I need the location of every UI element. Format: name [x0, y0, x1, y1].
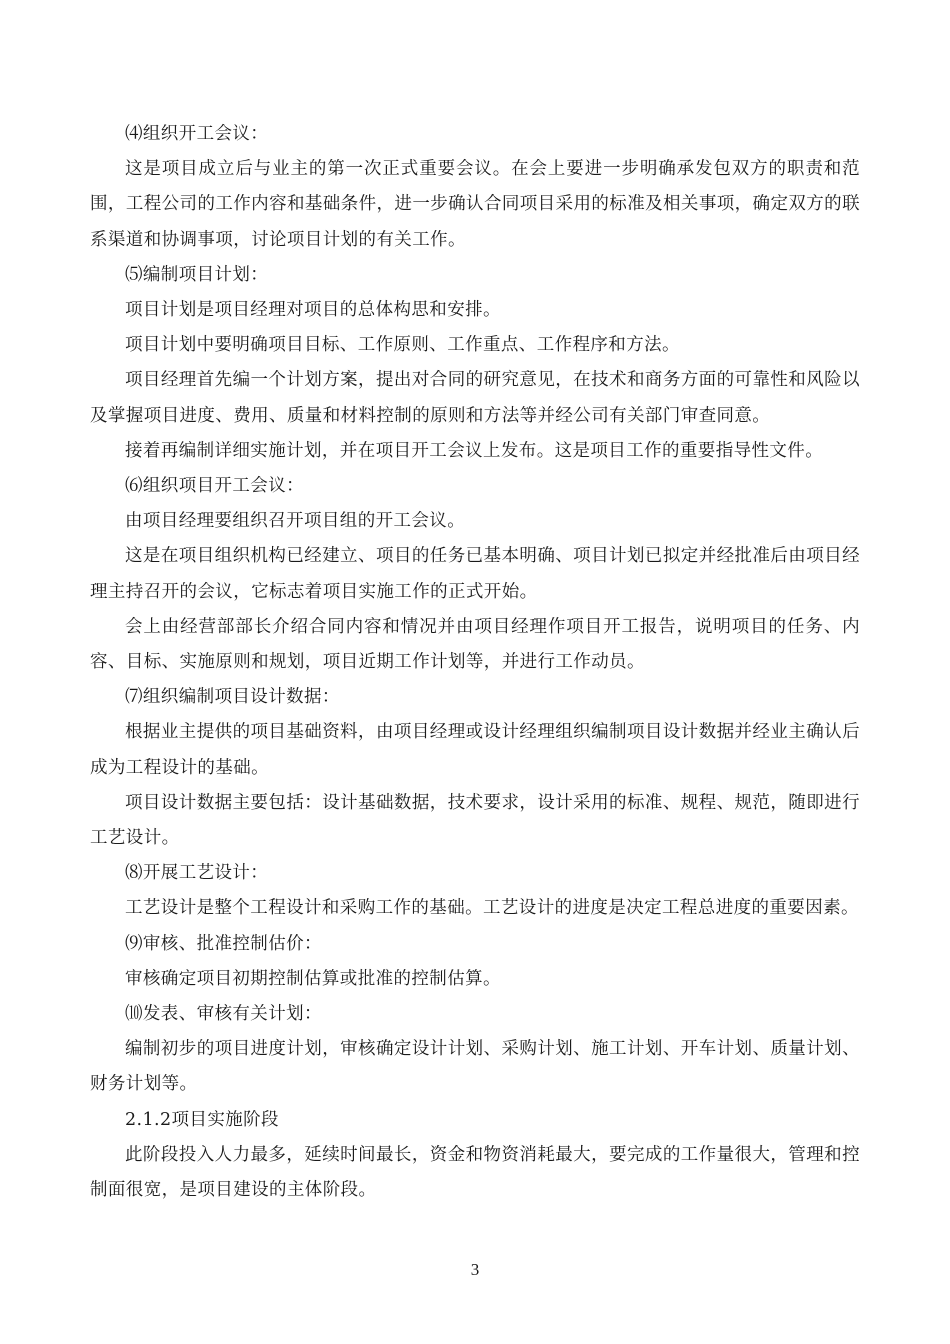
paragraph: 项目设计数据主要包括：设计基础数据，技术要求，设计采用的标准、规程、规范，随即进行工艺设计。 [90, 792, 860, 849]
section-heading: 2.1.2项目实施阶段 [125, 1109, 279, 1130]
paragraph: 此阶段投入人力最多，延续时间最长，资金和物资消耗最大，要完成的工作量很大，管理和控制面很宽，是项目建设的主体阶段。 [90, 1144, 860, 1201]
heading-publish-plans: ⑽发表、审核有关计划： [125, 1004, 322, 1025]
heading-design-data: ⑺组织编制项目设计数据： [125, 687, 340, 708]
paragraph: 由项目经理要组织召开项目组的开工会议。 [125, 511, 466, 532]
paragraph: 接着再编制详细实施计划，并在项目开工会议上发布。这是项目工作的重要指导性文件。 [125, 440, 824, 461]
heading-process-design: ⑻开展工艺设计： [125, 863, 269, 884]
heading-control-estimate: ⑼审核、批准控制估价： [125, 933, 322, 954]
paragraph: 编制初步的项目进度计划，审核确定设计计划、采购计划、施工计划、开车计划、质量计划、财务计划等。 [90, 1039, 860, 1095]
paragraph: 这是项目成立后与业主的第一次正式重要会议。在会上要进一步明确承发包双方的职责和范围，工程公司的工作内容和基础条件，进一步确认合同项目采用的标准及相关事项，确定双方的联系渠道和协调事项，讨论项目计划的有关工作。 [90, 159, 860, 250]
paragraph: 项目计划中要明确项目目标、工作原则、工作重点、工作程序和方法。 [125, 335, 680, 356]
heading-project-plan: ⑸编制项目计划： [125, 264, 269, 285]
paragraph: 这是在项目组织机构已经建立、项目的任务已基本明确、项目计划已拟定并经批准后由项目经理主持召开的会议，它标志着项目实施工作的正式开始。 [90, 546, 860, 602]
page-number: 3 [470, 1260, 480, 1279]
paragraph: 根据业主提供的项目基础资料，由项目经理或设计经理组织编制项目设计数据并经业主确认后成为工程设计的基础。 [90, 722, 860, 778]
body-text [90, 117, 860, 1208]
paragraph: 项目经理首先编一个计划方案，提出对合同的研究意见，在技术和商务方面的可靠性和风险以及掌握项目进度、费用、质量和材料控制的原则和方法等并经公司有关部门审查同意。 [90, 370, 860, 426]
paragraph: 会上由经营部部长介绍合同内容和情况并由项目经理作项目开工报告，说明项目的任务、内容、目标、实施原则和规划，项目近期工作计划等，并进行工作动员。 [90, 616, 860, 673]
heading-kickoff-meeting: ⑷组织开工会议： [125, 124, 269, 144]
paragraph: 项目计划是项目经理对项目的总体构思和安排。 [125, 300, 501, 321]
heading-project-kickoff: ⑹组织项目开工会议： [125, 476, 304, 497]
paragraph: 工艺设计是整个工程设计和采购工作的基础。工艺设计的进度是决定工程总进度的重要因素。 [125, 898, 859, 919]
paragraph: 审核确定项目初期控制估算或批准的控制估算。 [125, 968, 501, 989]
